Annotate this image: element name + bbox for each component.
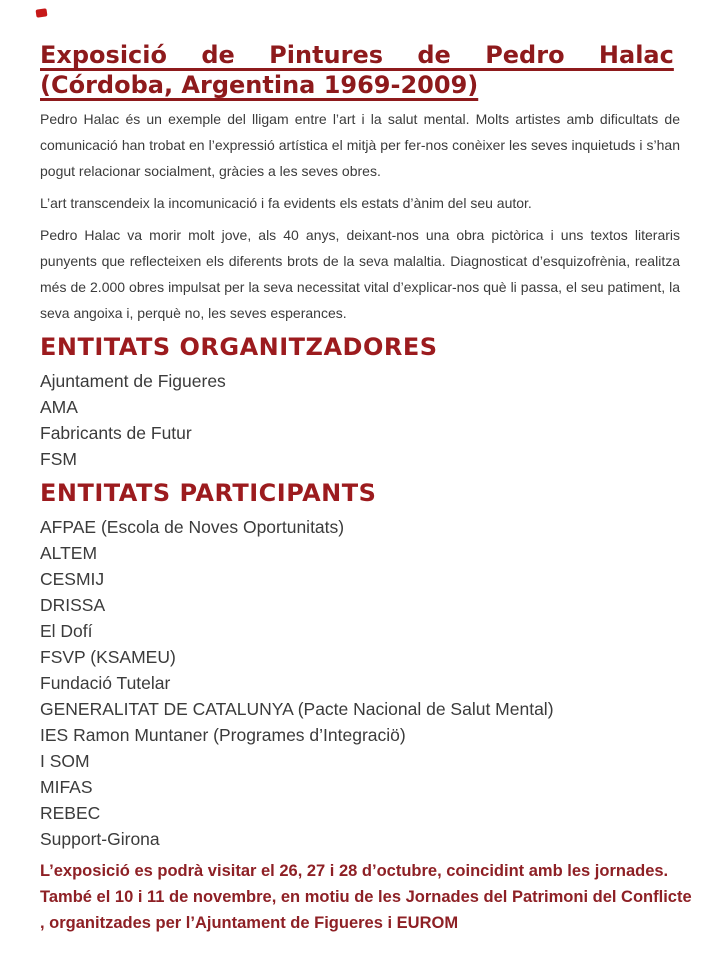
title-line-1: Exposició de Pintures de Pedro Halac (40, 41, 674, 69)
list-item: ALTEM (40, 543, 98, 563)
list-item: IES Ramon Muntaner (Programes d’Integraciö) (40, 725, 406, 745)
section-heading-organitzadores: ENTITATS ORGANITZADORES (40, 333, 438, 361)
list-item: I SOM (40, 751, 90, 771)
list-item: Ajuntament de Figueres (40, 371, 226, 391)
list-item: Fabricants de Futur (40, 423, 192, 443)
list-item: GENERALITAT DE CATALUNYA (Pacte Nacional de Salut Mental) (40, 699, 554, 719)
list-item: El Dofí (40, 621, 93, 641)
document-title (40, 40, 680, 100)
list-item: DRISSA (40, 595, 106, 615)
list-item: AMA (40, 397, 78, 417)
list-item: AFPAE (Escola de Noves Oportunitats) (40, 517, 345, 537)
section-heading-participants: ENTITATS PARTICIPANTS (40, 479, 377, 507)
title-line-2: (Córdoba, Argentina 1969-2009) (40, 71, 479, 99)
red-ink-mark (35, 8, 47, 17)
organitzadores-list (40, 368, 680, 472)
list-item: Support-Girona (40, 829, 160, 849)
list-item: MIFAS (40, 777, 93, 797)
intro-paragraph-3: Pedro Halac va morir molt jove, als 40 anys, deixant-nos una obra pictòrica i uns textos literaris punyents que reflecteixen els diferents brots de la seva malaltia. Diagnosticat d’esquizofrènia, realitza més de 2.000 obres impulsat per la seva necessitat vital d’explicar-nos què li passa, el seu patiment, la seva angoixa i, perquè no, les seves esperances. (40, 227, 680, 321)
intro-paragraph-1: Pedro Halac és un exemple del lligam entre l’art i la salut mental. Molts artistes amb dificultats de comunicació han trobat en l’expressió artística el mitjà per fer-nos conèixer les seves inquietuds i s’han pogut relacionar socialment, gràcies a les seves obres. (40, 111, 680, 179)
intro-paragraph-2: L’art transcendeix la incomunicació i fa evidents els estats d’ànim del seu autor. (40, 195, 532, 211)
list-item: Fundació Tutelar (40, 673, 171, 693)
list-item: CESMIJ (40, 569, 105, 589)
participants-list (40, 514, 680, 852)
list-item: FSVP (KSAMEU) (40, 647, 176, 667)
list-item: FSM (40, 449, 77, 469)
closing-paragraph: L’exposició es podrà visitar el 26, 27 i 28 d’octubre, coincidint amb les jornades. També el 10 i 11 de novembre, en motiu de les Jornades del Patrimoni del Conflicte , organitzades per l’Ajuntament de Figueres i EUROM (40, 862, 692, 932)
list-item: REBEC (40, 803, 101, 823)
